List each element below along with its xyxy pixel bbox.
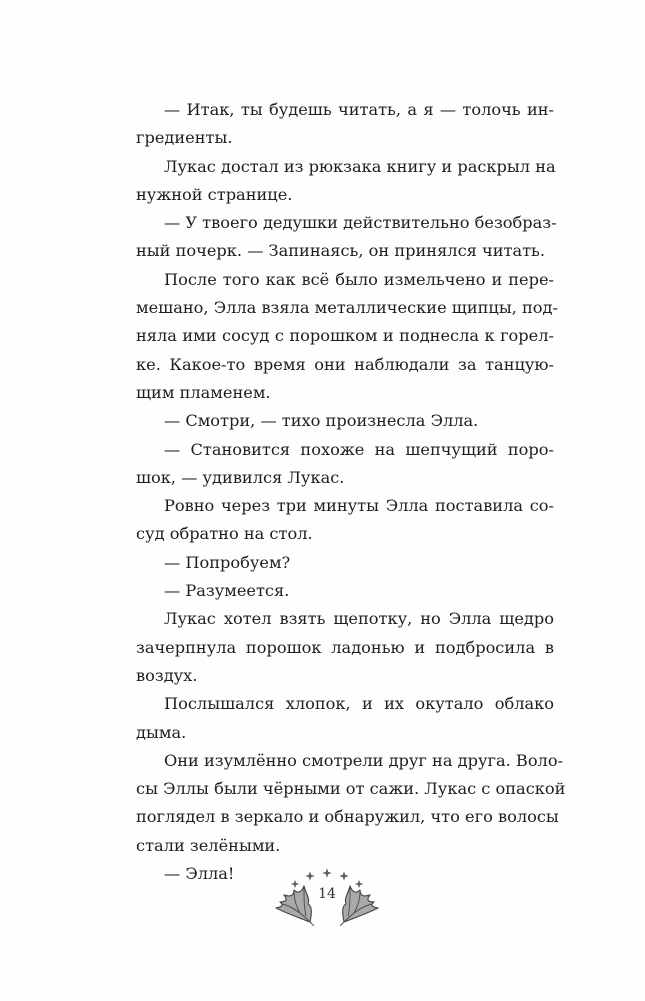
- text-line: ке. Какое-то время они наблюдали за танцую-: [136, 354, 554, 374]
- text-line: дыма.: [136, 722, 187, 742]
- text-line: щим пламенем.: [136, 382, 271, 402]
- text-line: шок, — удивился Лукас.: [136, 467, 345, 487]
- text-line: — Элла!: [164, 864, 235, 884]
- text-line: — Итак, ты будешь читать, а я — толочь ин-: [164, 100, 554, 119]
- page-number: 14: [318, 886, 336, 902]
- text-line: зачерпнула порошок ладонью и подбросила в: [136, 637, 554, 657]
- text-line: стали зелёными.: [136, 835, 281, 855]
- page-footer-ornament: [262, 866, 392, 926]
- text-line: няла ими сосуд с порошком и поднесла к горел-: [136, 326, 554, 346]
- text-line: ный почерк. — Запинаясь, он принялся читать.: [136, 241, 546, 261]
- star-icon: [292, 870, 362, 888]
- text-line: После того как всё было измельчено и пере-: [164, 269, 554, 289]
- text-line: нужной странице.: [136, 184, 293, 204]
- text-line: — У твоего дедушки действительно безобраз-: [164, 213, 557, 233]
- text-line: Ровно через три минуты Элла поставила со-: [164, 496, 554, 516]
- text-line: Они изумлённо смотрели друг на друга. Воло-: [164, 750, 564, 770]
- text-line: воздух.: [136, 665, 198, 685]
- text-line: Послышался хлопок, и их окутало облако: [164, 694, 554, 714]
- text-line: Лукас хотел взять щепотку, но Элла щедро: [164, 609, 554, 629]
- text-line: — Разумеется.: [164, 581, 290, 601]
- text-line: гредиенты.: [136, 128, 233, 148]
- text-line: суд обратно на стол.: [136, 524, 313, 544]
- text-line: Лукас достал из рюкзака книгу и раскрыл на: [164, 156, 556, 176]
- text-line: — Попробуем?: [164, 552, 291, 572]
- text-line: — Смотри, — тихо произнесла Элла.: [164, 411, 479, 431]
- body-text: [136, 96, 566, 888]
- text-line: сы Эллы были чёрными от сажи. Лукас с опаской: [136, 779, 566, 799]
- text-line: поглядел в зеркало и обнаружил, что его волосы: [136, 807, 559, 827]
- text-line: мешано, Элла взяла металлические щипцы, под-: [136, 298, 558, 318]
- text-line: — Становится похоже на шепчущий поро-: [164, 439, 554, 459]
